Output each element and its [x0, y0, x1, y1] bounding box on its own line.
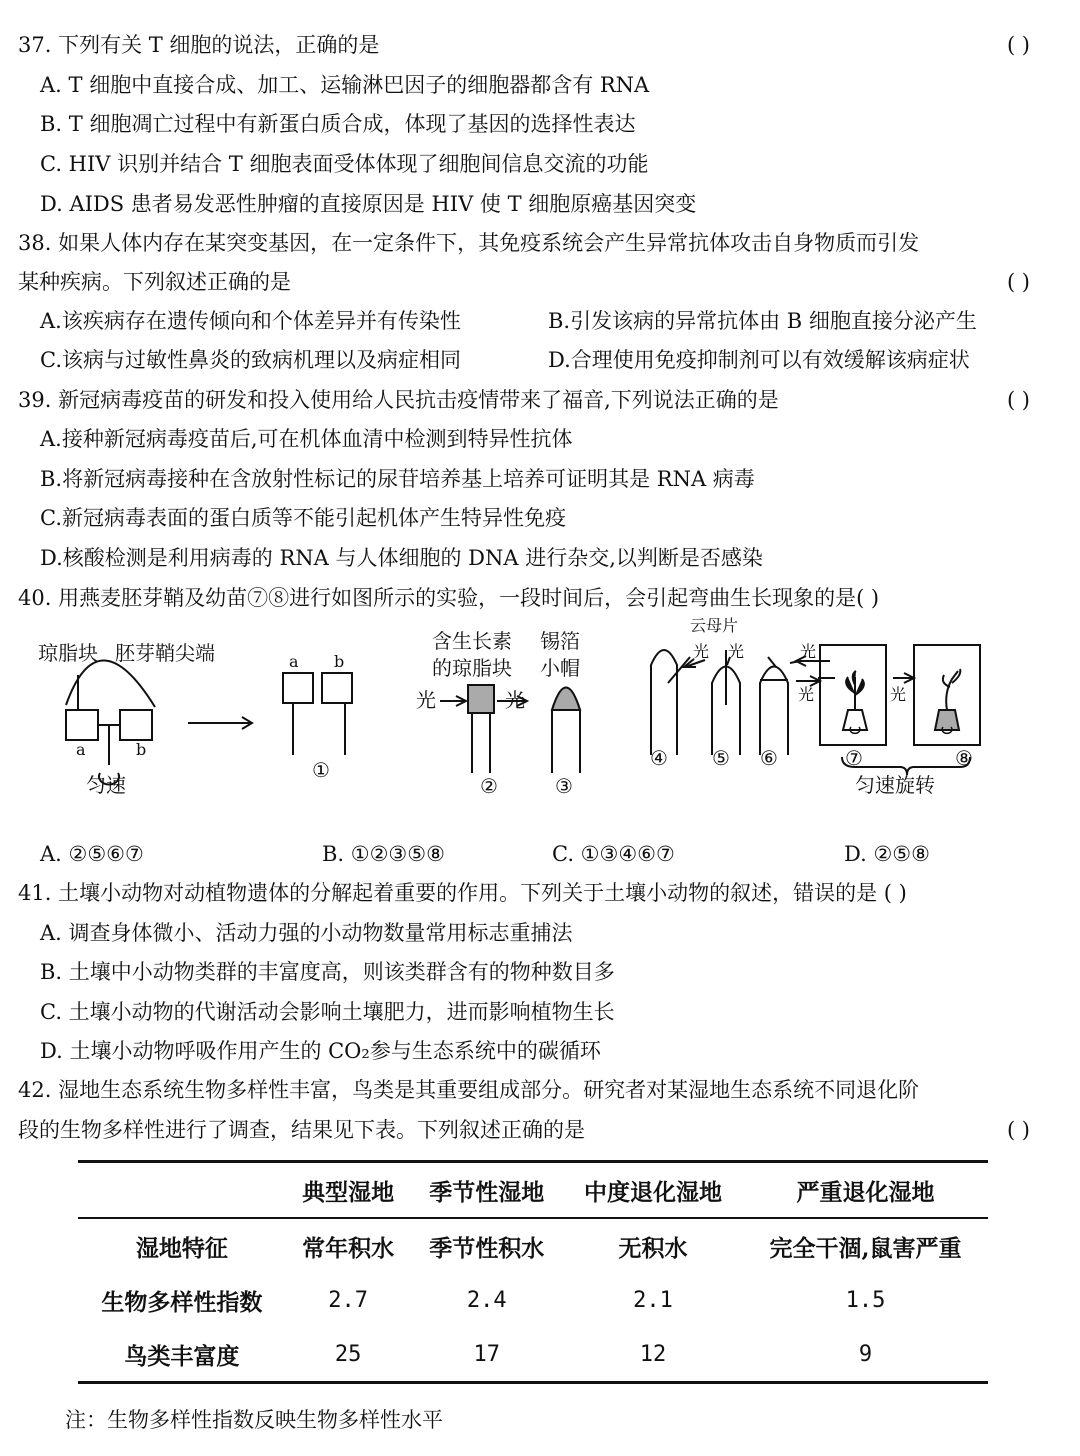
table-header-row [78, 1162, 988, 1219]
label-b-bottom: b [136, 740, 147, 759]
q41-option-a: A. 调查身体微小、活动力强的小动物数量常用标志重捕法 [40, 921, 573, 945]
table-header-cell: 典型湿地 [302, 1178, 395, 1206]
table-cell: 湿地特征 [135, 1234, 228, 1262]
label-foil-1: 锡箔 [540, 629, 580, 653]
q41-stem: 41. 土壤小动物对动植物遗体的分解起着重要的作用。下列关于土壤小动物的叙述，错误的是 ( ) [18, 881, 907, 905]
table-cell: 鸟类丰富度 [124, 1342, 240, 1370]
q39-option-a: A.接种新冠病毒疫苗后,可在机体血清中检测到特异性抗体 [40, 427, 573, 451]
table-row [78, 1327, 988, 1383]
q40-stem: 40. 用燕麦胚芽鞘及幼苗⑦⑧进行如图所示的实验，一段时间后，会引起弯曲生长现象的是( ) [18, 586, 880, 610]
q39-option-c: C.新冠病毒表面的蛋白质等不能引起机体产生特异性免疫 [40, 506, 566, 530]
label-auxin-agar-2: 的琼脂块 [432, 656, 512, 680]
q37-option-c: C. HIV 识别并结合 T 细胞表面受体体现了细胞间信息交流的功能 [40, 152, 649, 176]
q39-option-b: B.将新冠病毒接种在含放射性标记的尿苷培养基上培养可证明其是 RNA 病毒 [40, 467, 755, 491]
table-cell: 2.1 [633, 1287, 673, 1313]
label-mica: 云母片 [690, 616, 739, 635]
table-header-cell: 中度退化湿地 [584, 1178, 722, 1206]
label-n4: ④ [650, 746, 668, 770]
q40-option-a: A. ②⑤⑥⑦ [40, 842, 144, 866]
table-cell: 12 [639, 1341, 667, 1367]
q41-option-c: C. 土壤小动物的代谢活动会影响土壤肥力，进而影响植物生长 [40, 1000, 615, 1024]
table-header-cell [78, 1162, 286, 1219]
q42-stem-line2 [18, 1115, 1060, 1145]
q42-note: 注：生物多样性指数反映生物多样性水平 [65, 1408, 443, 1432]
q42-answer-bracket: ( ) [1006, 1118, 1030, 1142]
label-light-6: 光 [798, 685, 815, 704]
table-cell: 完全干涸,鼠害严重 [769, 1234, 962, 1262]
q41-option-b: B. 土壤中小动物类群的丰富度高，则该类群含有的物种数目多 [40, 960, 615, 984]
table-cell: 1.5 [845, 1287, 886, 1313]
q37-option-d: D. AIDS 患者易发恶性肿瘤的直接原因是 HIV 使 T 细胞原癌基因突变 [40, 192, 697, 216]
q40-option-b: B. ①②③⑤⑧ [322, 842, 445, 866]
table-cell: 季节性积水 [429, 1234, 545, 1262]
label-uniform-rotate: 匀速旋转 [855, 773, 935, 797]
q37-option-a: A. T 细胞中直接合成、加工、运输淋巴因子的细胞器都含有 RNA [40, 73, 650, 97]
q38-answer-bracket: ( ) [1006, 270, 1030, 294]
q37-answer-bracket: ( ) [1006, 33, 1030, 57]
label-light-2: 光 [505, 688, 525, 712]
label-auxin-agar-1: 含生长素 [432, 629, 512, 653]
q37-stem-text: 37. 下列有关 T 细胞的说法，正确的是 [18, 33, 380, 57]
table-cell: 2.4 [466, 1287, 507, 1313]
label-n8: ⑧ [955, 746, 973, 770]
label-foil-2: 小帽 [540, 656, 580, 680]
label-light-5: 光 [800, 642, 817, 661]
table-cell: 2.7 [328, 1287, 368, 1313]
table-cell: 无积水 [618, 1234, 688, 1262]
label-n6: ⑥ [760, 746, 778, 770]
wetland-table [78, 1160, 988, 1384]
table-row [78, 1273, 988, 1327]
q38-option-b: B.引发该病的异常抗体由 B 细胞直接分泌产生 [548, 309, 977, 333]
q40-experiment-figure [0, 605, 1080, 830]
label-n7: ⑦ [845, 746, 863, 770]
label-agar-block: 琼脂块 [38, 641, 98, 665]
q38-option-c: C.该病与过敏性鼻炎的致病机理以及病症相同 [40, 348, 461, 372]
q38-stem-line1: 38. 如果人体内存在某突变基因，在一定条件下，其免疫系统会产生异常抗体攻击自身物质而引发 [18, 231, 920, 255]
table-cell: 常年积水 [302, 1234, 395, 1262]
label-a-bottom: a [76, 740, 86, 759]
label-n2: ② [480, 774, 498, 798]
label-n5: ⑤ [712, 746, 730, 770]
label-light-7: 光 [890, 685, 907, 704]
q38-stem-line2 [18, 267, 1060, 297]
q38-stem-text: 某种疾病。下列叙述正确的是 [18, 270, 291, 294]
label-coleoptile-tip: 胚芽鞘尖端 [115, 641, 215, 665]
q42-stem-text: 段的生物多样性进行了调查，结果见下表。下列叙述正确的是 [18, 1118, 585, 1142]
table-cell: 25 [334, 1341, 362, 1367]
q39-option-d: D.核酸检测是利用病毒的 RNA 与人体细胞的 DNA 进行杂交,以判断是否感染 [40, 546, 763, 570]
q38-option-d: D.合理使用免疫抑制剂可以有效缓解该病症状 [548, 348, 970, 372]
q40-option-d: D. ②⑤⑧ [844, 842, 930, 866]
label-b-top: b [334, 652, 345, 671]
label-uniform: 匀速 [86, 773, 126, 797]
table-cell: 生物多样性指数 [101, 1288, 263, 1316]
q37-stem [18, 30, 1060, 60]
q39-stem-text: 39. 新冠病毒疫苗的研发和投入使用给人民抗击疫情带来了福音,下列说法正确的是 [18, 388, 779, 412]
table-header-cell: 严重退化湿地 [796, 1178, 935, 1206]
table-cell: 9 [858, 1341, 873, 1367]
q37-option-b: B. T 细胞凋亡过程中有新蛋白质合成，体现了基因的选择性表达 [40, 112, 636, 136]
coleoptile-tip-curve [66, 660, 155, 707]
table-cell: 17 [473, 1341, 500, 1367]
q38-option-a: A.该疾病存在遗传倾向和个体差异并有传染性 [40, 309, 461, 333]
table-row [78, 1218, 988, 1273]
q41-option-d: D. 土壤小动物呼吸作用产生的 CO₂参与生态系统中的碳循环 [40, 1039, 601, 1063]
q39-stem [18, 385, 1060, 415]
q40-option-c: C. ①③④⑥⑦ [552, 842, 675, 866]
label-light-3: 光 [693, 642, 710, 661]
label-n1: ① [312, 758, 330, 782]
label-n3: ③ [555, 774, 573, 798]
label-light-1: 光 [416, 688, 436, 712]
q39-answer-bracket: ( ) [1006, 388, 1030, 412]
table-header-cell: 季节性湿地 [429, 1178, 545, 1206]
label-light-4: 光 [728, 642, 745, 661]
q42-stem-line1: 42. 湿地生态系统生物多样性丰富，鸟类是其重要组成部分。研究者对某湿地生态系统不同退化阶 [18, 1078, 920, 1102]
label-a-top: a [289, 652, 299, 671]
